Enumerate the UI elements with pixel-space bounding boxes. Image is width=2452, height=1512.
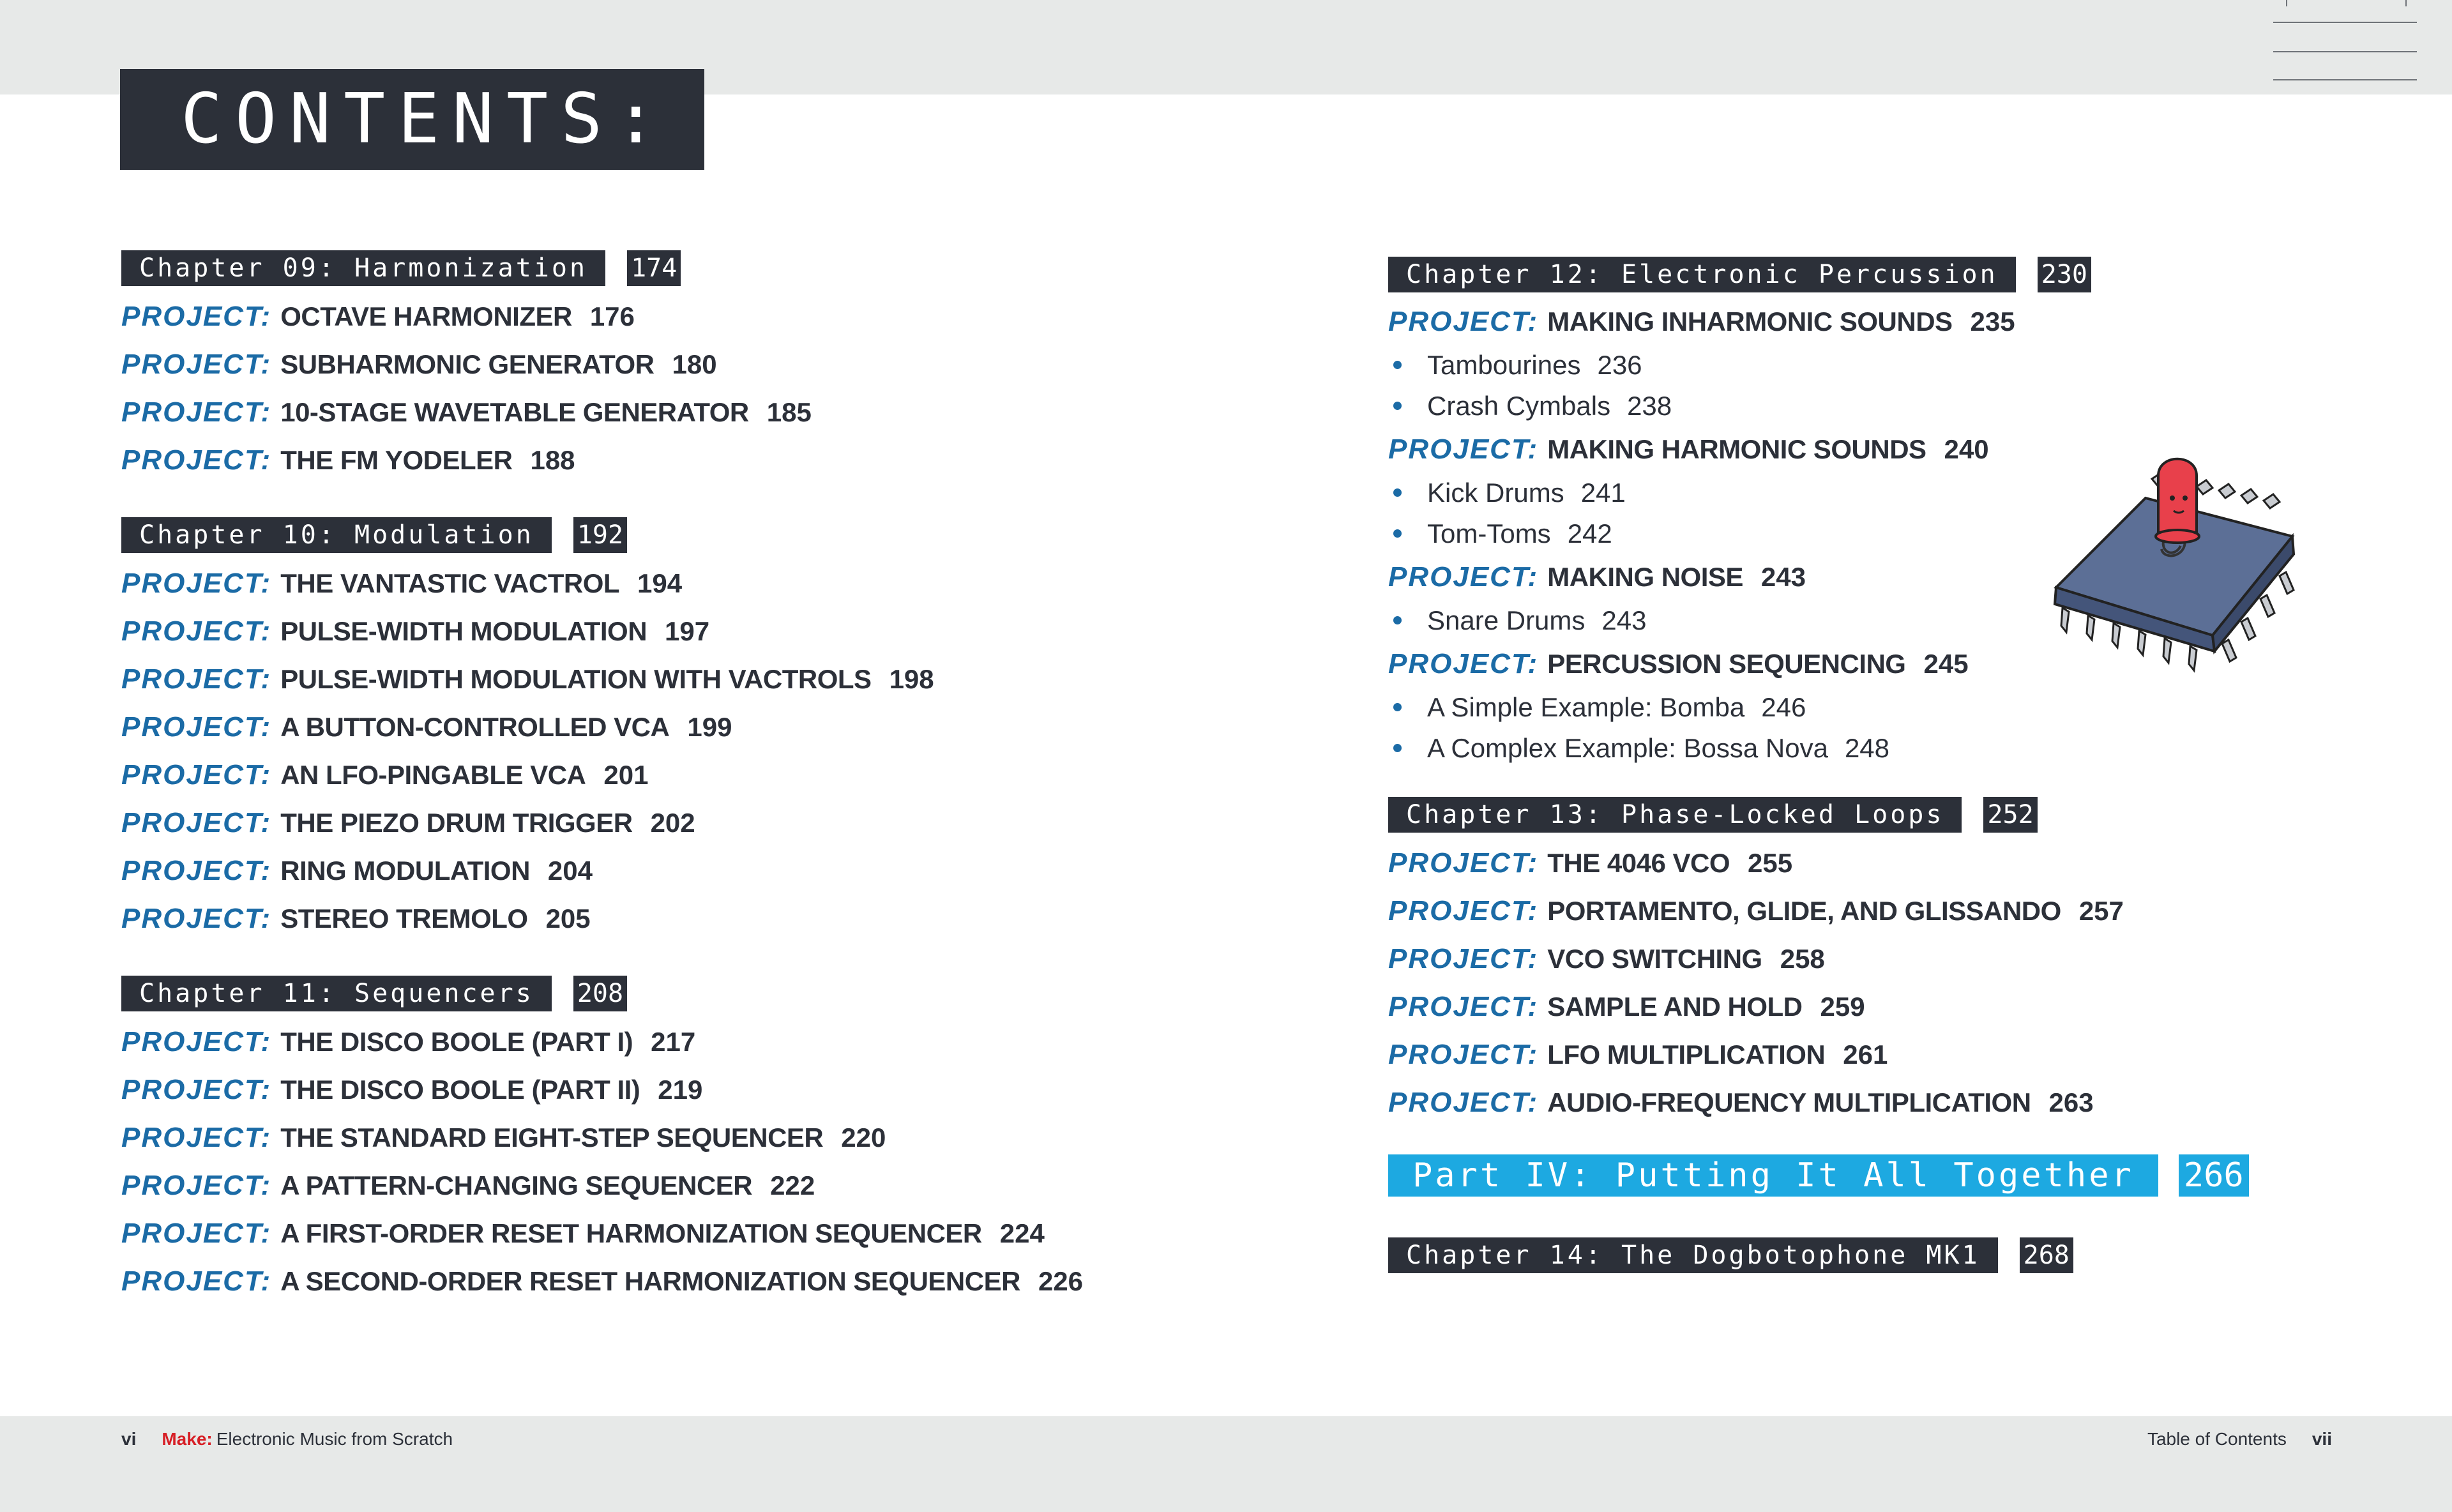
project-tag: PROJECT: <box>1388 991 1539 1022</box>
project-page-number: 261 <box>1843 1040 1888 1070</box>
right-column <box>1388 257 2244 1280</box>
project-entry[interactable] <box>1388 1078 2154 1126</box>
project-tag: PROJECT: <box>121 807 272 838</box>
project-title: PULSE-WIDTH MODULATION <box>280 616 647 646</box>
project-page-number: 226 <box>1038 1266 1084 1296</box>
sub-entry-page-number: 248 <box>1844 733 1890 763</box>
project-entry[interactable] <box>121 799 1175 847</box>
project-tag: PROJECT: <box>1388 434 1539 465</box>
footer-section-label: Table of Contents <box>2147 1429 2287 1449</box>
project-entry[interactable] <box>121 655 1175 703</box>
project-page-number: 199 <box>687 712 732 742</box>
project-entry[interactable] <box>1388 1031 2154 1078</box>
chapter-heading <box>1388 797 2154 833</box>
project-entry[interactable] <box>1388 935 2154 983</box>
bullet-icon <box>1393 703 1402 711</box>
project-entry[interactable] <box>1388 839 2154 887</box>
chapter-title[interactable]: Chapter 12: Electronic Percussion <box>1388 257 2016 292</box>
project-title: OCTAVE HARMONIZER <box>280 301 572 331</box>
chapter-page-number: 174 <box>627 250 681 286</box>
project-tag: PROJECT: <box>121 855 272 886</box>
project-title: PERCUSSION SEQUENCING <box>1547 649 1906 679</box>
chapter-page-number: 252 <box>1983 797 2037 833</box>
project-page-number: 180 <box>672 349 717 379</box>
project-page-number: 224 <box>999 1218 1045 1248</box>
part-page-number: 266 <box>2179 1154 2249 1197</box>
footer-left <box>121 1429 453 1449</box>
left-column <box>121 250 1175 1305</box>
project-tag: PROJECT: <box>1388 1039 1539 1070</box>
project-page-number: 202 <box>650 808 695 838</box>
project-entry[interactable] <box>121 607 1175 655</box>
project-page-number: 240 <box>1944 434 1989 464</box>
project-page-number: 197 <box>665 616 710 646</box>
project-title: MAKING NOISE <box>1547 562 1743 592</box>
project-title: THE STANDARD EIGHT-STEP SEQUENCER <box>280 1123 824 1153</box>
sub-entry-title: Kick Drums <box>1427 478 1564 508</box>
sub-entry-title: Tom-Toms <box>1427 518 1551 548</box>
project-page-number: 259 <box>1820 992 1865 1022</box>
project-entry[interactable] <box>1388 983 2154 1031</box>
project-entry[interactable] <box>121 751 1175 799</box>
project-entry[interactable] <box>121 340 1175 388</box>
chapter-heading <box>1388 257 2154 292</box>
project-page-number: 198 <box>889 664 934 694</box>
sub-entry-title: A Complex Example: Bossa Nova <box>1427 733 1828 763</box>
project-title: PORTAMENTO, GLIDE, AND GLISSANDO <box>1547 896 2061 926</box>
chapter-page-number: 208 <box>573 976 627 1011</box>
project-tag: PROJECT: <box>121 1170 272 1201</box>
project-tag: PROJECT: <box>121 349 272 380</box>
section-gap <box>121 484 1175 517</box>
project-tag: PROJECT: <box>1388 561 1539 593</box>
corner-rule-lines <box>2273 0 2420 83</box>
project-page-number: 255 <box>1748 848 1793 878</box>
project-entry[interactable] <box>121 436 1175 484</box>
project-title: A PATTERN-CHANGING SEQUENCER <box>280 1170 753 1200</box>
sub-entry[interactable] <box>1388 345 2154 386</box>
project-entry[interactable] <box>121 1161 1175 1209</box>
section-gap <box>1388 1126 2154 1154</box>
project-entry[interactable] <box>121 1114 1175 1161</box>
sub-entry[interactable] <box>1388 728 2154 769</box>
bullet-icon <box>1393 744 1402 752</box>
project-title: THE FM YODELER <box>280 445 513 475</box>
project-tag: PROJECT: <box>121 1026 272 1057</box>
project-page-number: 176 <box>589 301 635 331</box>
project-title: THE PIEZO DRUM TRIGGER <box>280 808 633 838</box>
project-entry[interactable] <box>1388 299 2154 345</box>
chapter-heading <box>1388 1237 2154 1273</box>
sub-entry-page-number: 242 <box>1567 518 1612 548</box>
project-title: THE DISCO BOOLE (PART I) <box>280 1027 633 1057</box>
project-title: LFO MULTIPLICATION <box>1547 1040 1826 1070</box>
project-title: MAKING HARMONIC SOUNDS <box>1547 434 1926 464</box>
project-tag: PROJECT: <box>1388 847 1539 879</box>
section-gap <box>1388 1197 2154 1237</box>
sub-entry-title: A Simple Example: Bomba <box>1427 692 1745 722</box>
project-tag: PROJECT: <box>121 663 272 695</box>
red-led-character <box>2156 459 2199 543</box>
sub-entry-page-number: 246 <box>1761 692 1806 722</box>
project-entry[interactable] <box>121 388 1175 436</box>
footer-page-number-right: vii <box>2312 1429 2332 1449</box>
project-title: THE 4046 VCO <box>1547 848 1730 878</box>
project-tag: PROJECT: <box>121 1074 272 1105</box>
part-title[interactable]: Part IV: Putting It All Together <box>1388 1154 2158 1197</box>
project-tag: PROJECT: <box>121 1122 272 1153</box>
chapter-title[interactable]: Chapter 09: Harmonization <box>121 250 605 286</box>
project-page-number: 219 <box>658 1075 703 1105</box>
footer-right <box>2147 1429 2332 1449</box>
sub-entry-title: Tambourines <box>1427 350 1581 380</box>
project-title: A BUTTON-CONTROLLED VCA <box>280 712 670 742</box>
project-page-number: 217 <box>651 1027 696 1057</box>
footer-page-number-left: vi <box>121 1429 137 1449</box>
project-page-number: 201 <box>603 760 649 790</box>
chapter-page-number: 268 <box>2020 1237 2073 1273</box>
chapter-title[interactable]: Chapter 11: Sequencers <box>121 976 552 1011</box>
project-page-number: 188 <box>530 445 575 475</box>
project-title: RING MODULATION <box>280 856 530 886</box>
section-gap <box>121 942 1175 976</box>
project-page-number: 194 <box>637 568 683 598</box>
project-page-number: 185 <box>766 397 812 427</box>
project-tag: PROJECT: <box>121 397 272 428</box>
sub-entry[interactable] <box>1388 687 2154 728</box>
project-entry[interactable] <box>121 292 1175 340</box>
bullet-icon <box>1393 488 1402 497</box>
chapter-page-number: 192 <box>573 517 627 553</box>
chapter-heading <box>121 517 1175 553</box>
project-tag: PROJECT: <box>121 1266 272 1297</box>
project-title: SAMPLE AND HOLD <box>1547 992 1803 1022</box>
project-title: AN LFO-PINGABLE VCA <box>280 760 586 790</box>
sub-entry-page-number: 236 <box>1597 350 1642 380</box>
project-title: STEREO TREMOLO <box>280 903 528 934</box>
sub-entry-page-number: 243 <box>1601 605 1647 635</box>
project-tag: PROJECT: <box>1388 943 1539 974</box>
project-tag: PROJECT: <box>121 616 272 647</box>
project-tag: PROJECT: <box>1388 648 1539 679</box>
chapter-heading <box>121 976 1175 1011</box>
project-title: THE VANTASTIC VACTROL <box>280 568 620 598</box>
project-entry[interactable] <box>121 1066 1175 1114</box>
chapter-page-number: 230 <box>2038 257 2091 292</box>
sub-entry-title: Snare Drums <box>1427 605 1585 635</box>
sub-entry[interactable] <box>1388 386 2154 427</box>
project-page-number: 257 <box>2078 896 2124 926</box>
project-entry[interactable] <box>121 559 1175 607</box>
project-title: A FIRST-ORDER RESET HARMONIZATION SEQUENCER <box>280 1218 982 1248</box>
project-page-number: 220 <box>841 1123 886 1153</box>
project-title: 10-STAGE WAVETABLE GENERATOR <box>280 397 749 427</box>
project-tag: PROJECT: <box>121 301 272 332</box>
project-page-number: 205 <box>545 903 591 934</box>
project-entry[interactable] <box>121 847 1175 895</box>
project-page-number: 258 <box>1780 944 1825 974</box>
project-tag: PROJECT: <box>121 444 272 476</box>
project-title: MAKING INHARMONIC SOUNDS <box>1547 306 1953 336</box>
project-title: AUDIO-FREQUENCY MULTIPLICATION <box>1547 1087 2031 1117</box>
project-tag: PROJECT: <box>1388 1087 1539 1118</box>
project-entry[interactable] <box>121 703 1175 751</box>
project-entry[interactable] <box>121 895 1175 942</box>
project-entry[interactable] <box>121 1018 1175 1066</box>
ic-chip-illustration <box>2037 441 2305 683</box>
project-tag: PROJECT: <box>121 903 272 934</box>
project-tag: PROJECT: <box>121 759 272 790</box>
chapter-title[interactable]: Chapter 13: Phase-Locked Loops <box>1388 797 1962 833</box>
section-gap <box>1388 769 2154 797</box>
project-page-number: 204 <box>547 856 593 886</box>
project-entry[interactable] <box>121 1209 1175 1257</box>
chapter-heading <box>121 250 1175 286</box>
project-title: SUBHARMONIC GENERATOR <box>280 349 655 379</box>
project-tag: PROJECT: <box>1388 306 1539 337</box>
project-title: A SECOND-ORDER RESET HARMONIZATION SEQUENCER <box>280 1266 1020 1296</box>
page-title: CONTENTS: <box>120 69 704 170</box>
project-tag: PROJECT: <box>121 711 272 743</box>
project-title: VCO SWITCHING <box>1547 944 1762 974</box>
part-heading <box>1388 1154 2244 1197</box>
project-entry[interactable] <box>1388 887 2154 935</box>
project-title: THE DISCO BOOLE (PART II) <box>280 1075 640 1105</box>
bullet-icon <box>1393 402 1402 410</box>
project-tag: PROJECT: <box>121 568 272 599</box>
project-page-number: 243 <box>1760 562 1806 592</box>
chapter-title[interactable]: Chapter 10: Modulation <box>121 517 552 553</box>
sub-entry-page-number: 241 <box>1580 478 1626 508</box>
project-tag: PROJECT: <box>121 1218 272 1249</box>
project-page-number: 235 <box>1970 306 2015 336</box>
sub-entry-title: Crash Cymbals <box>1427 391 1611 421</box>
project-page-number: 263 <box>2048 1087 2094 1117</box>
brand-logo-text: Make: <box>162 1429 213 1449</box>
book-title: Electronic Music from Scratch <box>216 1429 453 1449</box>
project-tag: PROJECT: <box>1388 895 1539 926</box>
chapter-title[interactable]: Chapter 14: The Dogbotophone MK1 <box>1388 1237 1998 1273</box>
project-title: PULSE-WIDTH MODULATION WITH VACTROLS <box>280 664 872 694</box>
project-page-number: 222 <box>770 1170 815 1200</box>
project-entry[interactable] <box>121 1257 1175 1305</box>
bullet-icon <box>1393 616 1402 624</box>
bullet-icon <box>1393 361 1402 369</box>
sub-entry-page-number: 238 <box>1627 391 1672 421</box>
bullet-icon <box>1393 529 1402 538</box>
project-page-number: 245 <box>1923 649 1969 679</box>
